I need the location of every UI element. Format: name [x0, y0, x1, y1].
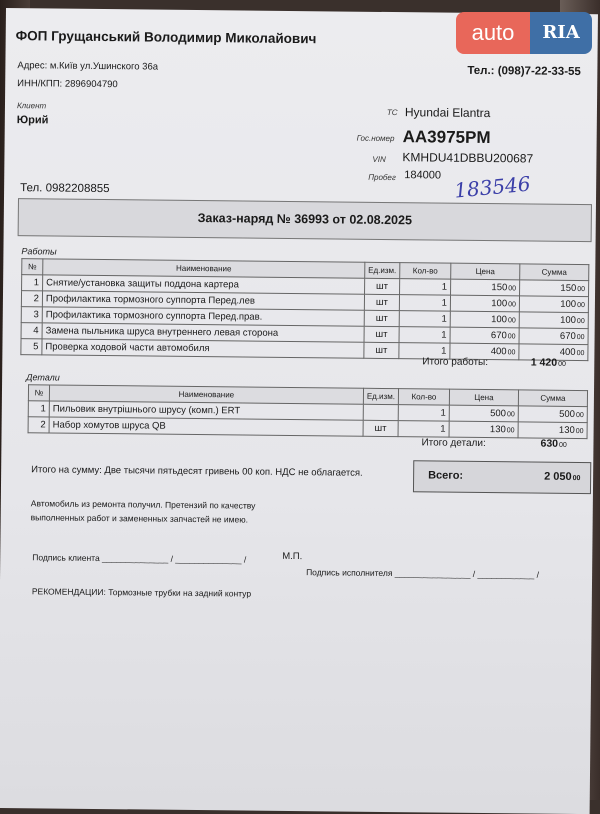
- company-name: ФОП Грущанський Володимир Миколайович: [15, 28, 317, 47]
- parts-total-label: Итого детали:: [421, 437, 486, 450]
- vin-number: KMHDU41DBBU200687: [402, 150, 534, 166]
- vehicle-label: ТС: [386, 107, 398, 118]
- parts-col-price: Цена: [449, 389, 518, 406]
- client-signature-line: Подпись клиента ______________ / ______________ /: [32, 552, 247, 565]
- works-total: Итого работы: 1 42000: [422, 356, 566, 369]
- grand-total-label: Всего:: [428, 469, 464, 482]
- recommendations: РЕКОМЕНДАЦИИ: Тормозные трубки на задний контур: [31, 586, 252, 599]
- table-row: 3 Профилактика тормозного суппорта Перед.прав. шт 1 10000 10000: [21, 307, 588, 329]
- client-name: Юрий: [16, 114, 49, 127]
- grand-total-box: [413, 460, 591, 494]
- parts-col-qty: Кол-во: [398, 389, 449, 406]
- table-row: 4 Замена пыльника шруса внутреннего левая сторона шт 1 67000 67000: [21, 323, 588, 345]
- mileage-label: Пробег: [368, 172, 396, 183]
- grand-total-value: 2 05000: [544, 470, 581, 483]
- plate-label: Гос.номер: [356, 133, 395, 144]
- table-row: 5 Проверка ходовой части автомобиля шт 1 40000 40000: [21, 339, 588, 361]
- works-col-qty: Кол-во: [400, 263, 451, 280]
- company-address: Адрес: м.Київ ул.Ушинского 36а: [17, 60, 159, 73]
- table-row: 2 Набор хомутов шруса QB шт 1 13000 13000: [28, 417, 587, 439]
- vin-label: VIN: [372, 154, 386, 164]
- client-label: Клиент: [16, 101, 47, 111]
- company-inn: ИНН/КПП: 2896904790: [17, 78, 118, 91]
- acceptance-note: Автомобиль из ремонта получил. Претензий по качеству выполненных работ и замененных запчастей не имею.: [30, 498, 256, 525]
- executor-signature-line: Подпись исполнителя ________________ / ____________ /: [306, 567, 540, 580]
- parts-col-name: Наименование: [49, 385, 363, 404]
- works-col-number: №: [22, 259, 43, 275]
- client-phone: Тел. 0982208855: [20, 182, 110, 196]
- order-title-box: [18, 198, 592, 242]
- plate-number: AA3975PM: [402, 127, 491, 148]
- watermark-ria-text: RIA: [530, 12, 592, 54]
- order-title: Заказ-наряд № 36993 от 02.08.2025: [197, 211, 413, 228]
- parts-total: Итого детали: 63000: [421, 437, 567, 450]
- table-row: 1 Снятие/установка защиты поддона картера шт 1 15000 15000: [22, 275, 589, 297]
- parts-section-label: Детали: [26, 372, 60, 383]
- parts-table: [28, 384, 588, 439]
- sum-in-words: Итого на сумму: Две тысячи пятьдесят гривень 00 коп. НДС не облагается.: [31, 464, 363, 479]
- watermark-auto-text: auto: [456, 12, 530, 54]
- works-col-unit: Ед.изм.: [365, 262, 400, 278]
- table-row: 2 Профилактика тормозного суппорта Перед.лев шт 1 10000 10000: [21, 291, 588, 313]
- works-col-name: Наименование: [43, 259, 365, 278]
- company-phone: Тел.: (098)7-22-33-55: [467, 64, 581, 79]
- parts-col-number: №: [28, 385, 49, 401]
- invoice-sheet: [0, 8, 598, 814]
- works-section-label: Работы: [21, 246, 57, 257]
- vehicle-model: Hyundai Elantra: [404, 105, 491, 121]
- works-col-sum: Сумма: [520, 264, 589, 281]
- works-table: [20, 258, 589, 361]
- parts-total-value: 630: [540, 437, 559, 450]
- works-col-price: Цена: [451, 263, 520, 280]
- parts-col-sum: Сумма: [518, 390, 587, 407]
- works-total-value: 1 420: [530, 356, 558, 369]
- stamp-place: М.П.: [282, 550, 303, 563]
- autoria-watermark: [456, 12, 592, 54]
- table-row: 1 Пильовик внутрішнього шрусу (комп.) ERT 1 50000 50000: [28, 401, 587, 423]
- works-total-label: Итого работы:: [422, 356, 489, 369]
- parts-col-unit: Ед.изм.: [363, 388, 398, 404]
- mileage-value: 184000: [404, 169, 442, 182]
- handwritten-mileage: 183546: [453, 171, 532, 203]
